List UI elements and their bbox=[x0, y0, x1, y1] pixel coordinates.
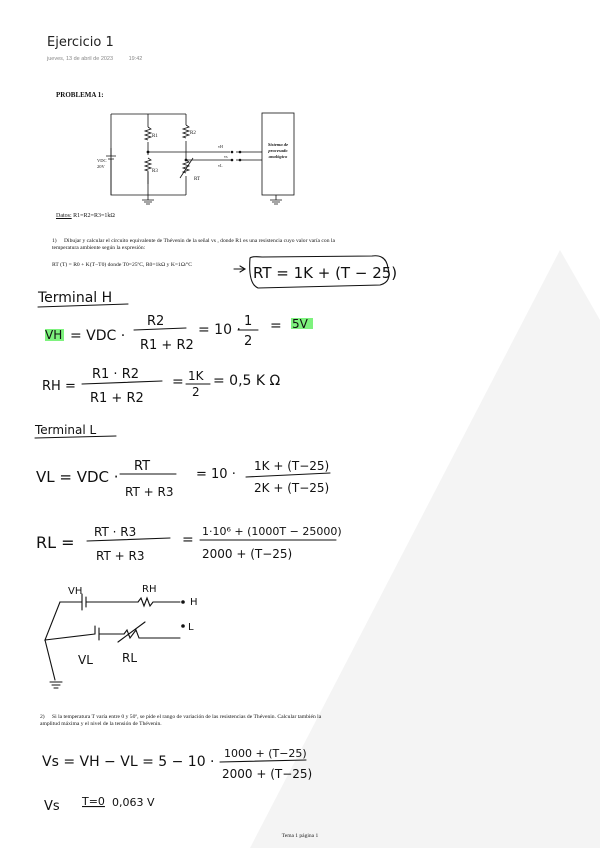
vs-fraction-num: 1000 + (T−25) bbox=[224, 747, 307, 760]
rh-fraction-den: R1 + R2 bbox=[90, 391, 144, 406]
sketch-rh-label: RH bbox=[142, 584, 157, 595]
vl-multiplier: = 10 · bbox=[196, 467, 236, 482]
vh-terminal-label: vH bbox=[218, 144, 223, 149]
terminal-h-heading: Terminal H bbox=[38, 290, 113, 306]
rl-fraction-den: RT + R3 bbox=[96, 549, 145, 563]
system-box-line2: procesado bbox=[268, 148, 288, 153]
rt-label: RT bbox=[194, 177, 201, 182]
question-1-formula: RT (T) = R0 + K(T−T0) donde T0=25ºC, R0=1kΩ y K=1Ω/ºC bbox=[52, 262, 193, 268]
system-box-line3: analógico bbox=[268, 154, 288, 159]
vh-result: = 10 · bbox=[198, 322, 241, 338]
vl-result-num: 1K + (T−25) bbox=[254, 459, 330, 473]
question-2 bbox=[40, 714, 340, 728]
rh-fraction-num: R1 · R2 bbox=[92, 367, 140, 382]
r2-label: R2 bbox=[190, 131, 196, 136]
sketch-vh-label: VH bbox=[68, 586, 83, 597]
datos-label: Datos: bbox=[56, 213, 72, 219]
sketch-vl-label: VL bbox=[78, 653, 93, 667]
vs-t0-value: 0,063 V bbox=[112, 796, 155, 809]
vh-fraction-den: R1 + R2 bbox=[140, 338, 194, 353]
question-2-number: 2) bbox=[40, 714, 45, 720]
rh-equals: = bbox=[172, 374, 184, 390]
vl-fraction-den: RT + R3 bbox=[125, 485, 174, 499]
vh-half-den: 2 bbox=[244, 334, 253, 349]
vs-t0-label: T=0 bbox=[82, 795, 105, 808]
r3-label: R3 bbox=[152, 169, 158, 174]
rl-fraction-num: RT · R3 bbox=[94, 525, 137, 539]
rh-label: RH = bbox=[42, 379, 76, 394]
date-label: jueves, 13 de abril de 2023 bbox=[47, 56, 114, 62]
vh-label: VH bbox=[45, 328, 63, 342]
time-label: 19:42 bbox=[128, 56, 143, 62]
question-1-number: 1) bbox=[52, 238, 57, 244]
vs-row-label: Vs bbox=[44, 799, 60, 814]
vdc-value: 20V bbox=[97, 164, 105, 169]
page-title: Ejercicio 1 bbox=[47, 35, 114, 50]
vh-half-num: 1 bbox=[244, 314, 253, 329]
rl-equals: = bbox=[182, 532, 194, 548]
vs-equation: Vs = VH − VL = 5 − 10 · bbox=[42, 754, 215, 770]
vh-fraction-num: R2 bbox=[147, 314, 165, 329]
question-1-text: Dibujar y calcular el circuito equivalente de Thévenin de la señal vs , donde R1 es una resistencia cuyo valor varía con la temperatura ambiente según la expresión: bbox=[52, 238, 335, 251]
vh-value: 5V bbox=[292, 317, 308, 331]
system-box-line1: Sistema de bbox=[267, 142, 289, 147]
rh-mid-den: 2 bbox=[192, 385, 200, 399]
vl-terminal-label: vL bbox=[218, 163, 223, 168]
page-footer: Tema 1 página 1 bbox=[281, 833, 319, 839]
vh-equation: = VDC · bbox=[70, 328, 126, 344]
question-2-text: Si la temperatura T varía entre 0 y 50º, se pide el rango de variación de las resistencias de Thévenin. Calcular también la amplitud máxima y el nivel de la tensión de Thévenin. bbox=[40, 714, 322, 727]
vh-equals: = bbox=[270, 318, 282, 334]
rh-value: = 0,5 K Ω bbox=[213, 373, 281, 389]
sketch-l-label: L bbox=[188, 622, 194, 633]
vdc-label: VDC bbox=[97, 158, 107, 163]
boxed-equation: RT = 1K + (T − 25) bbox=[253, 264, 398, 282]
problem-heading: PROBLEMA 1: bbox=[56, 91, 104, 99]
sketch-rl-label: RL bbox=[122, 651, 138, 665]
sketch-h-label: H bbox=[190, 597, 198, 608]
vs-terminal-label: vs bbox=[224, 154, 228, 159]
datos-value: R1=R2=R3=1kΩ bbox=[73, 213, 115, 219]
vs-fraction-den: 2000 + (T−25) bbox=[222, 767, 313, 781]
thevenin-sketch bbox=[45, 594, 180, 688]
rl-result-num: 1·10⁶ + (1000T − 25000) bbox=[202, 525, 342, 538]
terminal-l-heading: Terminal L bbox=[35, 423, 97, 437]
r1-label: R1 bbox=[152, 134, 158, 139]
vl-result-den: 2K + (T−25) bbox=[254, 481, 330, 495]
rl-label: RL = bbox=[36, 533, 75, 552]
rl-result-den: 2000 + (T−25) bbox=[202, 547, 293, 561]
rh-mid-num: 1K bbox=[188, 369, 204, 383]
vl-fraction-num: RT bbox=[134, 459, 151, 474]
vl-label: VL = VDC · bbox=[36, 468, 119, 486]
